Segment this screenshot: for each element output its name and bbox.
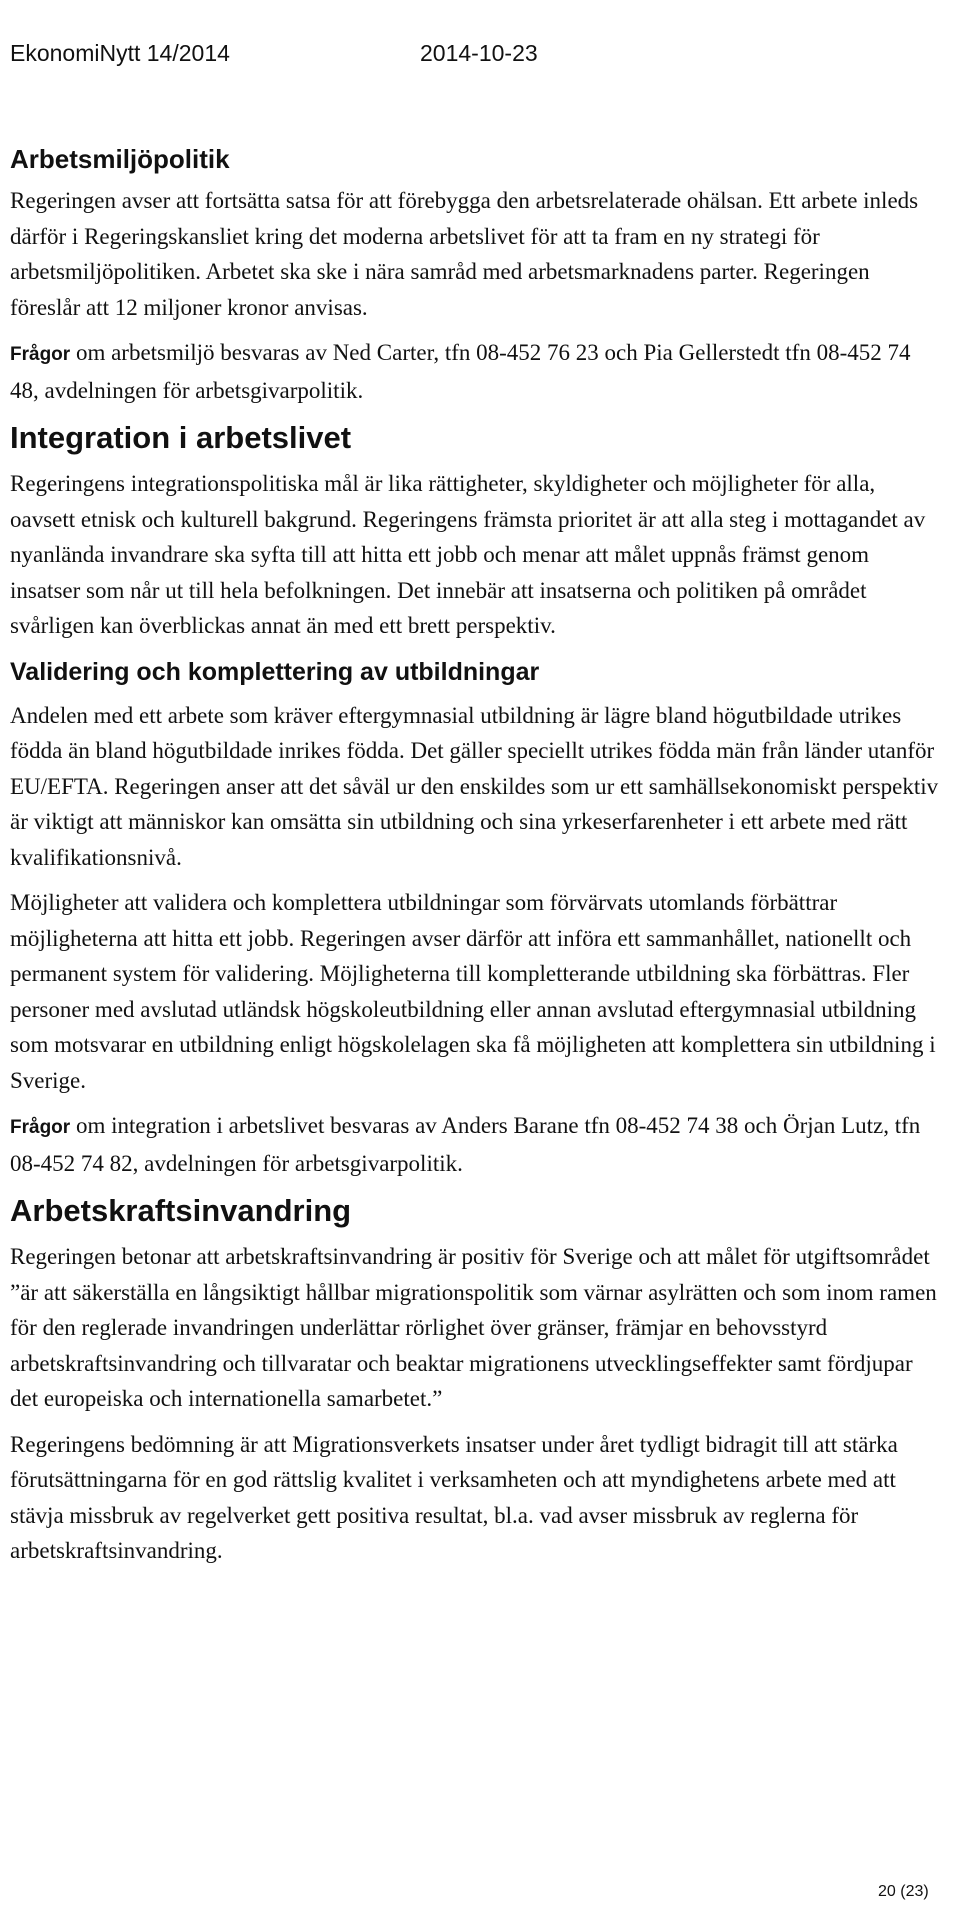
page-header bbox=[10, 40, 940, 70]
publication-title: EkonomiNytt 14/2014 bbox=[10, 40, 230, 66]
paragraph: Andelen med ett arbete som kräver eftergymnasial utbildning är lägre bland högutbildade utrikes födda än bland högutbildade inrikes födda. Det gäller speciellt utrikes födda män från länder utanför EU/EFTA. Regeringen anser att det såväl ur den enskildes som ur ett samhällsekonomiskt perspektiv är viktigt att människor kan omsätta sin utbildning och sina yrkeserfarenheter i ett arbete med rätt kvalifikationsnivå. bbox=[10, 702, 939, 870]
heading-integration: Integration i arbetslivet bbox=[10, 420, 352, 455]
questions-text: om integration i arbetslivet besvaras av Anders Barane tfn 08-452 74 38 och Örjan Lutz, tfn 08-452 74 82, avdelningen för arbetsgivarpolitik. bbox=[10, 1113, 921, 1176]
paragraph: Regeringens bedömning är att Migrationsverkets insatser under året tydligt bidragit till att stärka förutsättningarna för en god rättslig kvalitet i verksamheten och att myndighetens arbete med att stävja missbruk av regelverket gett positiva resultat, bl.a. vad avser missbruk av reglerna för arbetskraftsinvandring. bbox=[10, 1431, 898, 1563]
heading-validering: Validering och komplettering av utbildningar bbox=[10, 657, 540, 686]
questions-label: Frågor bbox=[10, 344, 71, 365]
questions-paragraph bbox=[10, 335, 940, 408]
heading-arbetskraftsinvandring: Arbetskraftsinvandring bbox=[10, 1193, 352, 1228]
paragraph: Regeringen avser att fortsätta satsa för att förebygga den arbetsrelaterade ohälsan. Ett arbete inleds därför i Regeringskansliet kring det moderna arbetslivet för att ta fram en ny strategi för arbetsmiljöpolitiken. Arbetet ska ske i nära samråd med arbetsmarknadens parter. Regeringen föreslår att 12 miljoner kronor anvisas. bbox=[10, 188, 919, 320]
paragraph: Möjligheter att validera och komplettera utbildningar som förvärvats utomlands förbättrar möjligheterna att hitta ett jobb. Regeringen avser därför att införa ett sammanhållet, nationellt och permanent system för validering. Möjligheterna till kompletterande utbildning ska förbättras. Fler personer med avslutad utländsk högskoleutbildning eller annan avslutad eftergymnasial utbildning som motsvarar en utbildning enligt högskolelagen ska få möjligheten att komplettera sin utbildning i Sverige. bbox=[10, 890, 936, 1093]
paragraph: Regeringens integrationspolitiska mål är lika rättigheter, skyldigheter och möjligheter för alla, oavsett etnisk och kulturell bakgrund. Regeringens främsta prioritet är att alla steg i mottagandet av nyanlända invandrare ska syfta till att hitta ett jobb och menar att målet uppnås främst genom insatser som når ut till hela befolkningen. Det innebär att insatserna och politiken på området svårligen kan överblickas annat än med ett brett perspektiv. bbox=[10, 471, 926, 638]
paragraph: Regeringen betonar att arbetskraftsinvandring är positiv för Sverige och att målet för utgiftsområdet ”är att säkerställa en långsiktigt hållbar migrationspolitik som värnar asylrätten och som inom ramen för den reglerade invandringen underlättar rörlighet över gränser, främjar en behovsstyrd arbetskraftsinvandring och tillvaratar och beaktar migrationens utvecklingseffekter samt fördjupar det europeiska och internationella samarbetet.” bbox=[10, 1244, 937, 1411]
questions-paragraph bbox=[10, 1108, 940, 1181]
page-number: 20 (23) bbox=[878, 1883, 929, 1900]
heading-arbetsmiljopolitik: Arbetsmiljöpolitik bbox=[10, 144, 230, 174]
questions-label: Frågor bbox=[10, 1117, 71, 1138]
questions-text: om arbetsmiljö besvaras av Ned Carter, tfn 08-452 76 23 och Pia Gellerstedt tfn 08-452 74 48, avdelningen för arbetsgivarpolitik. bbox=[10, 340, 911, 403]
publication-date: 2014-10-23 bbox=[420, 40, 538, 66]
document-body bbox=[10, 142, 940, 1579]
